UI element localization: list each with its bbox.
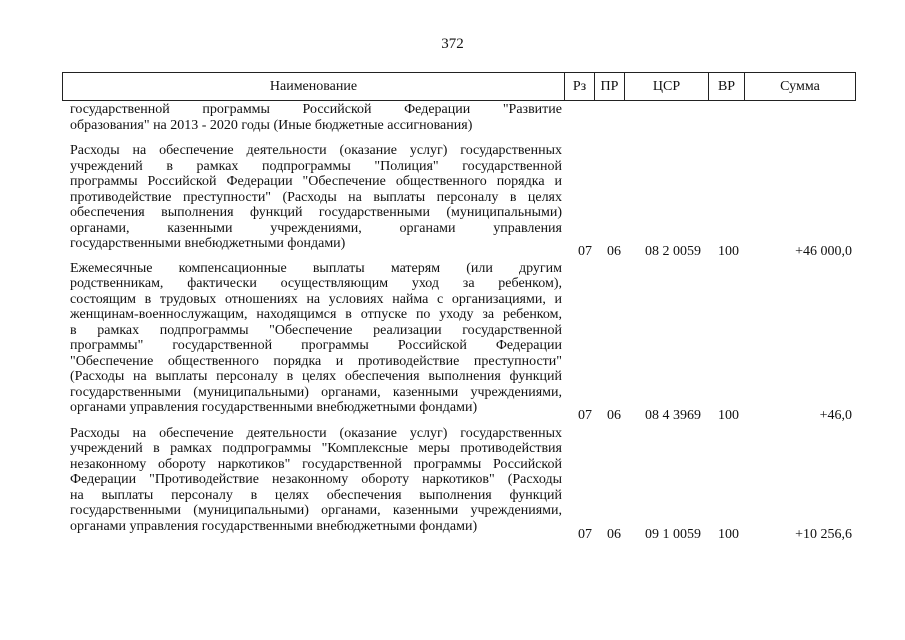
- cell-rz: 07: [578, 244, 592, 259]
- cell-pr: 06: [607, 408, 621, 423]
- row-name-line: государственными внебюджетными фондами): [70, 236, 346, 251]
- row-name-line: противодействие преступности" (Расходы на выплаты персоналу в целях: [70, 189, 562, 205]
- row-name-line: программы" государственной программы Российской Федерации: [70, 338, 562, 353]
- cell-csr: 08 4 3969: [645, 408, 701, 423]
- cell-rz: 07: [578, 408, 592, 423]
- row-name-line: учреждений в рамках подпрограммы "Комплексные меры противодействия: [70, 441, 562, 456]
- row-name-line: государственными (муниципальными) органами, казенными учреждениями,: [70, 503, 562, 518]
- header-vr: ВР: [708, 73, 744, 100]
- row-name-line: органами, казенными учреждениями, органами управления: [70, 220, 562, 236]
- page-number: 372: [441, 36, 464, 52]
- table-row: [0, 102, 905, 133]
- row-name-line: программы Российской Федерации "Обеспечение общественного порядка и: [70, 174, 562, 189]
- cell-sum: +46 000,0: [795, 244, 852, 259]
- row-name-line: незаконному обороту наркотиков" государственной программы Российской: [70, 456, 562, 472]
- row-name-line: женщинам-военнослужащим, находящимся в отпуске по уходу за ребенком,: [70, 307, 562, 322]
- row-name-line: состоящим в трудовых отношениях на условиях найма с организациями, и: [70, 291, 562, 307]
- cell-csr: 08 2 0059: [645, 244, 701, 259]
- cell-csr: 09 1 0059: [645, 526, 701, 542]
- header-rz: Рз: [564, 73, 594, 100]
- row-name-line: органами управления государственными внебюджетными фондами): [70, 518, 478, 534]
- row-name-line: образования" на 2013 - 2020 годы (Иные бюджетные ассигнования): [70, 117, 473, 133]
- cell-vr: 100: [718, 526, 739, 542]
- row-name-line: учреждений в рамках подпрограммы "Полиция" государственной: [70, 158, 562, 174]
- row-name-line: в рамках подпрограммы "Обеспечение реализации государственной: [70, 322, 562, 338]
- cell-pr: 06: [607, 244, 621, 259]
- table-row: [0, 425, 905, 542]
- row-name-line: Расходы на обеспечение деятельности (оказание услуг) государственных: [70, 425, 562, 441]
- table-row: [0, 260, 905, 423]
- row-name: [70, 426, 562, 535]
- row-name-line: Федерации "Противодействие незаконному обороту наркотиков" (Расходы: [70, 472, 562, 487]
- row-name-line: на выплаты персоналу в целях обеспечения выполнения функций: [70, 487, 562, 503]
- row-name-line: государственными (муниципальными) органами, казенными учреждениями,: [70, 384, 562, 400]
- row-name-line: "Обеспечение общественного порядка и противодействие преступности": [70, 353, 562, 369]
- row-name-line: Ежемесячные компенсационные выплаты матерям (или другим: [70, 260, 562, 276]
- row-name-line: родственникам, фактически осуществляющим уход за ребенком),: [70, 276, 562, 291]
- row-name: [70, 261, 562, 416]
- table-header: [62, 72, 856, 101]
- row-name-line: Расходы на обеспечение деятельности (оказание услуг) государственных: [70, 143, 562, 158]
- row-name-line: органами управления государственными внебюджетными фондами): [70, 400, 478, 415]
- row-name-line: государственной программы Российской Федерации "Развитие: [70, 102, 562, 117]
- cell-pr: 06: [607, 526, 621, 542]
- row-name-line: обеспечения выполнения функций государственными (муниципальными): [70, 205, 562, 220]
- header-csr: ЦСР: [624, 73, 708, 100]
- row-name: [70, 102, 562, 133]
- cell-vr: 100: [718, 408, 739, 423]
- cell-sum: +46,0: [819, 408, 852, 423]
- table-row: [0, 143, 905, 259]
- header-name: Наименование: [269, 79, 358, 94]
- cell-vr: 100: [718, 244, 739, 259]
- cell-sum: +10 256,6: [795, 526, 852, 542]
- header-pr: ПР: [594, 73, 624, 100]
- cell-rz: 07: [578, 526, 592, 542]
- header-sum: Сумма: [744, 73, 855, 100]
- row-name: [70, 143, 562, 252]
- row-name-line: (Расходы на выплаты персоналу в целях обеспечения выполнения функций: [70, 369, 562, 384]
